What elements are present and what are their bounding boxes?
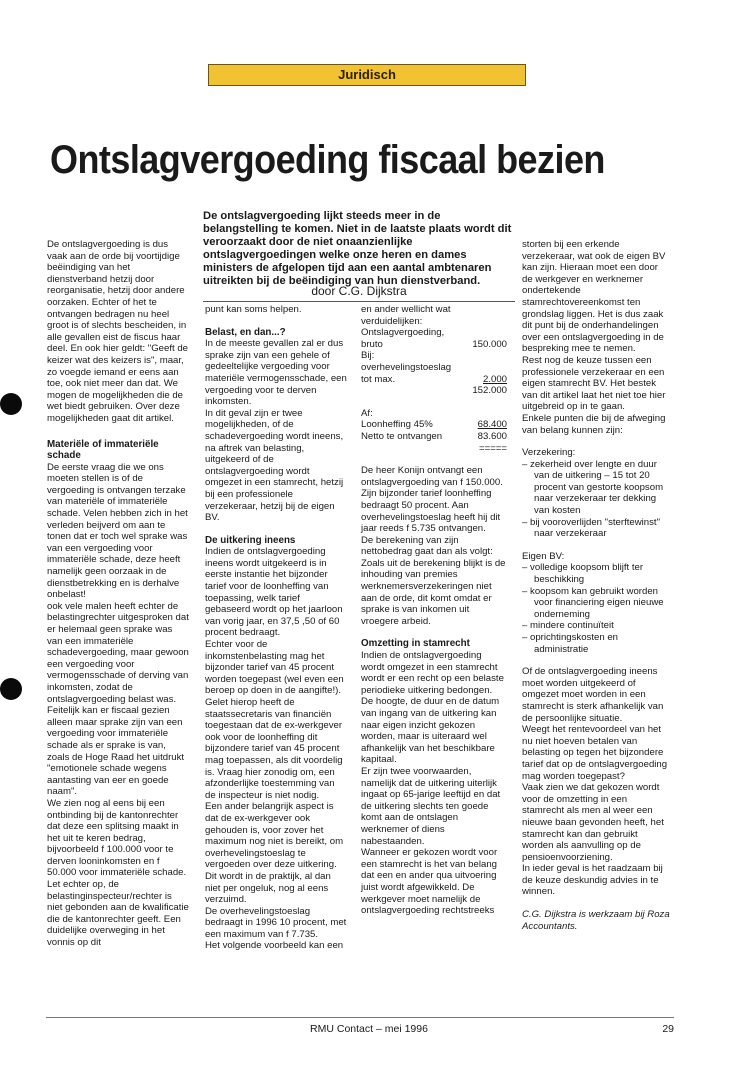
paragraph: In dit geval zijn er twee mogelijkheden, of de schadevergoeding wordt ineens, na aftrek van belasting, uitgekeerd of de ontslagvergoeding wordt omgezet in een stamrecht, hetzij bij een professionele verzekeraar, hetzij bij de eigen BV. [205,407,344,524]
paragraph: We zien nog al eens bij een ontbinding bij de kantonrechter dat deze een splitsing maakt in het uit te keren bedrag, bijvoorbeeld f 100.000 voor te derven looninkomsten en f 50.000 voor immateriële schade. Let echter op, de belastinginspecteur/rechter is niet gebonden aan de kwalificatie die de kantonrechter geeft. Een duidelijke overweging in het vonnis op dit [47,797,189,949]
calc-label: Netto te ontvangen [361,430,443,442]
calc-row [361,431,507,443]
calc-end-mark: ===== [478,442,507,454]
list-item: – oprichtingskosten en administratie [522,632,670,655]
subheading: De uitkering ineens [205,534,296,546]
column-2 [205,304,347,952]
paragraph: Een ander belangrijk aspect is dat de ex-werkgever ook gehouden is, voor zover het maximum nog niet is bereikt, om overhevelingstoeslag te vergoeden over deze uitkering. Dit wordt in de praktijk, al dan niet per ongeluk, nog al eens verzuimd. [205,801,344,906]
subheading: Omzetting in stamrecht [361,638,470,650]
list-item: – koopsom kan gebruikt worden voor financiering eigen nieuwe onderneming [522,586,670,621]
paragraph: storten bij een erkende verzekeraar, wat ook de eigen BV kan zijn. Hieraan moet een door de werkgever en werknemer ondertekende stamrechtovereenkomst ten grondslag liggen. Het is dus zaak dit punt bij de onderhandelingen over een ontslagvergoeding in de bespreking mee te nemen. [522,239,666,355]
list-item: – mindere continuïteit [522,620,670,632]
paragraph: Het volgende voorbeeld kan een [205,940,344,952]
paragraph: In ieder geval is het raadzaam bij de keuze deskundig advies in te winnen. [522,863,663,898]
paragraph: ook vele malen heeft echter de belastingrechter uitgesproken dat er helemaal geen sprake was van een immateriële schadevergoeding, maar gewoon een vergoeding voor vermogensschade of derving van inkomsten, zodat de ontslagvergoeding belast was. Feitelijk kan er fiscaal gezien alleen maar sprake zijn van een vergoeding voor immateriële schade als er sprake is van, zoals de Hoge Raad het uitdrukt "emotionele schade wegens aantasting van eer en goede naam". [47,600,189,798]
list-item: – bij vooroverlijden "sterftewinst" naar verzekeraar [522,517,670,540]
paragraph: Weegt het rentevoordeel van het nu niet hoeven betalen van belasting op tegen het bijzondere tarief dat op de ontslagvergoeding mag worden toegepast? [522,724,668,782]
paragraph: De heer Konijn ontvangt een ontslagvergoeding van f 150.000. Zijn bijzonder tarief loonheffing bedraagt 50 procent. Aan overhevelingstoeslag heeft hij dit jaar reeds f 5.735 ontvangen. [361,465,503,535]
paragraph: De hoogte, de duur en de datum van ingang van de uitkering kan naar eigen inzicht gekozen worden, maar is uiteraard wel afhankelijk van het beschikbare kapitaal. [361,696,500,766]
list-item: – zekerheid over lengte en duur van de uitkering – 15 tot 20 procent van gestorte koopsom naar verzekeraar ter dekking van kosten [522,459,670,517]
paragraph: punt kan soms helpen. [205,304,302,315]
paragraph: De ontslagvergoeding is dus vaak aan de orde bij voortijdige beëindiging van het dienstverband hetzij door reorganisatie, hetzij door andere oorzaken. Echter of het te ontvangen bedragen nu heel groot is of slechts bescheiden, in alle gevallen eist de fiscus haar deel. En ook hier geldt: "Geeft de keizer wat des keizers is", maar, zo voegde iemand er eens aan toe, ook niet meer dan dat. We mogen de mogelijkheden die de wet biedt gebruiken. Over deze mogelijkheden gaat dit artikel. [47,239,189,424]
list-item: – volledige koopsom blijft ter beschikking [522,562,670,585]
calc-value: 2.000 [482,373,507,385]
calc-value: 83.600 [477,430,507,442]
calc-label: Ontslagvergoeding, bruto [361,327,445,350]
paragraph: en ander wellicht wat verduidelijken: [361,304,451,327]
subheading: Materiële of immateriële schade [47,438,159,462]
section-tag: Juridisch [208,64,526,86]
paragraph: Er zijn twee voorwaarden, namelijk dat de uitkering uiterlijk ingaat op 65-jarige leeftijd en dat de uitkering slechts ten goede komt aan de ontslagen werknemer of diens nabestaanden. [361,765,501,847]
calculation-table [361,327,507,454]
calc-row [361,350,507,385]
calc-value: 150.000 [472,338,507,350]
bullet-list [522,562,670,655]
footer-rule [46,1017,674,1018]
paragraph: Vaak zien we dat gekozen wordt voor de omzetting in een stamrecht als men al weer een nieuwe baan gevonden heeft, het stamrecht kan dan gebruikt worden als aanvulling op de pensioenvoorziening. [522,782,664,863]
calc-value: 68.400 [477,419,507,431]
lead-paragraph: De ontslagvergoeding lijkt steeds meer in de belangstelling te komen. Niet in de laatste plaats wordt dit veroorzaakt door de niet onaanzienlijke ontslagvergoedingen welke onze heren en dames ministers de afgelopen tijd aan een aantal ambtenaren uitreikten bij de beëindiging van hun dienstverband. [203,210,512,287]
column-1 [47,239,189,949]
paragraph: Wanneer er gekozen wordt voor een stamrecht is het van belang dat een en ander qua uitvoering juist wordt afgewikkeld. De werkgever moet namelijk de ontslagvergoeding rechtstreeks [361,847,498,917]
paragraph: Enkele punten die bij de afweging van belang kunnen zijn: [522,412,666,436]
punch-hole-bottom [0,678,22,700]
calc-row [361,443,507,455]
paragraph: Rest nog de keuze tussen een professionele verzekeraar en een eigen stamrecht BV. Het bestek van dit artikel laat het niet toe hier uitgebreid op in te gaan. [522,354,666,413]
calc-row [361,419,507,431]
bullet-list [522,459,670,540]
footer-publication: RMU Contact – mei 1996 [310,1023,428,1035]
column-4 [522,239,670,932]
paragraph: De overhevelingstoeslag bedraagt in 1996 10 procent, met een maximum van f 7.735. [205,905,347,940]
column-3 [361,304,507,917]
paragraph: Of de ontslagvergoeding ineens moet worden uitgekeerd of omgezet moet worden in een stamrecht is sterk afhankelijk van de persoonlijke situatie. [522,666,664,724]
calc-row [361,408,507,420]
paragraph: Echter voor de inkomstenbelasting mag het bijzonder tarief van 45 procent worden toegepast (wel even een beroep op doen in de aangifte!). Gelet hierop heeft de staatssecretaris van financiën toegestaan dat de ex-werkgever ook voor de loonheffing dit bijzondere tarief van 45 procent mag toepassen, als dit voordelig is. Vraag hier zonodig om, een afzonderlijke toestemming van de inspecteur is niet nodig. [205,639,344,801]
byline-rule [203,301,515,302]
paragraph: Indien de ontslagvergoeding wordt omgezet in een stamrecht wordt er een recht op een belaste periodieke uitkering bedongen. [361,650,504,696]
paragraph: De berekening van zijn nettobedrag gaat dan als volgt: Zoals uit de berekening blijkt is de inhouding van premies werknemersverzekeringen niet aan de orde, dit komt omdat er sprake is van inkomen uit vroegere arbeid. [361,534,506,627]
list-heading: Verzekering: [522,447,576,459]
page-title: Ontslagvergoeding fiscaal bezien [50,138,605,182]
author-byline: door C.G. Dijkstra [311,284,407,298]
page-number: 29 [662,1023,674,1035]
paragraph: De eerste vraag die we ons moeten stellen is of de vergoeding is ontvangen terzake van materiële of immateriële schade. Velen hebben zich in het verleden beijverd om aan te tonen dat er toch wel sprake was van een vergoeding voor immateriële schade, deze heeft namelijk geen oorzaak in de dienstbetrekking en is derhalve onbelast! [47,461,188,601]
author-bio: C.G. Dijkstra is werkzaam bij Roza Accountants. [522,909,670,932]
calc-label: Loonheffing 45% [361,419,433,431]
calc-label: Bij: overhevelingstoeslag tot max. [361,350,452,385]
punch-hole-top [0,393,22,415]
paragraph: In de meeste gevallen zal er dus sprake zijn van een gehele of gedeeltelijke vergoeding voor materiële vermogensschade, een vergoeding voor te derven inkomsten. [205,338,347,408]
paragraph: Indien de ontslagvergoeding ineens wordt uitgekeerd is in eerste instantie het bijzonder tarief voor de loonheffing van toepassing, welk tarief gebaseerd wordt op het jaarloon van vorig jaar, en 37,5 ,50 of 60 procent bedraagt. [205,546,343,639]
calc-row [361,385,507,397]
list-heading: Eigen BV: [522,550,565,562]
calc-subtotal: 152.000 [472,385,507,397]
subheading: Belast, en dan...? [205,326,286,338]
calc-row [361,327,507,350]
calc-label: Af: [361,407,373,419]
